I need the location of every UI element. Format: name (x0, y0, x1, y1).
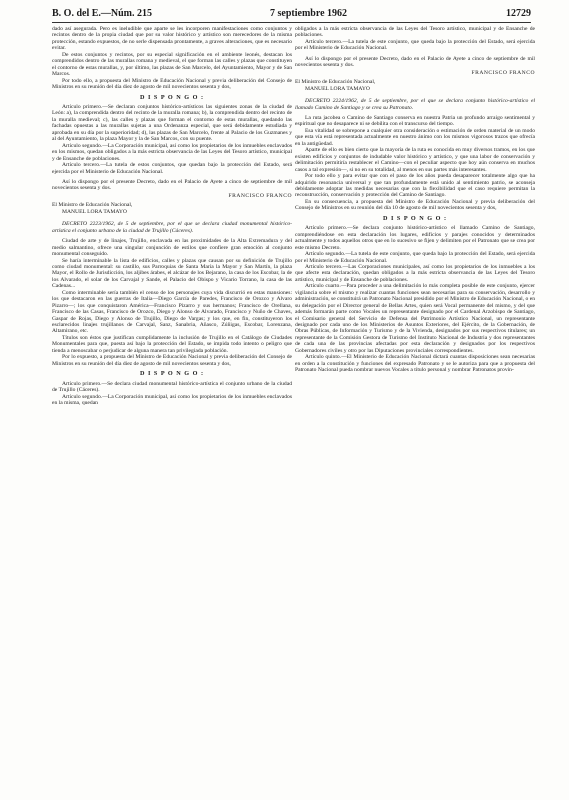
dispongo-heading: D I S P O N G O : (139, 93, 205, 101)
paragraph: Títulos son éstos que justifican cumplidamente la inclusión de Trujillo en el Catálogo de Ciudades Monumentales para que, puesta así bajo la protección del Estado, se impida todo intento o peligro que tienda a menoscabar o perjudicar de alguna manera tan privilegiada población. (52, 334, 292, 354)
paragraph: obligados a la más estricta observancia de las Leyes del Tesoro artístico, municipal y de Ensanche de poblaciones. (295, 26, 535, 39)
decree-title: DECRETO 2224/1962, de 5 de septiembre, por el que se declara conjunto histórico-artístico el llamado Camino de Santiago y se crea su Patronato. (295, 98, 535, 111)
paragraph: De estos conjuntos y recintos, por su especial significación en el ambiente leonés, destacan los comprendidos dentro de las murallas romana y medieval, el que forman las calles y plazas que constituyen el contorno de estas murallas, y, por último, las plazas de San Marcelo, del Ayuntamiento, Mayor y de San Marcos. (52, 51, 292, 78)
page-number: 12729 (506, 8, 531, 19)
signature-franco: FRANCISCO FRANCO (471, 69, 535, 76)
article: Artículo tercero.—La tutela de estos conjuntos, que quedan bajo la protección del Estado, será ejercida por el Ministerio de Educación Nacional. (52, 162, 292, 175)
paragraph: Como interminable sería también el censo de los personajes cuya vida discurrió en estas mansiones: los que destacaron en las guerras de Italia—Diego García de Paredes, Francisco de Orozco y Alvaro Pizarro—; los que conquistaron América—Francisco Pizarro y sus hermanos; Francisco de Orellana, Francisco de las Casas, Francisco de Orozco, Diego y Alonso de Alvarado, Francisco y Nuño de Chaves, Gaspar de Rojas, Diego y Alonso de Trujillo, Diego de Vargas; y los que, en fin, constituyeron los esclarecidos linajes trujillanos de Carvajal, Sanz, Sanabria, Añasco, Zúñigas, Escobar, Lorenzana, Altamirano, etc. (52, 289, 292, 335)
article: Artículo tercero.—La tutela de este conjunto, que queda bajo la protección del Estado, será ejercida por el Ministerio de Educación Nacional. (295, 38, 535, 52)
article: Artículo quinto.—El Ministerio de Educación Nacional dictará cuantas disposiciones sean necesarias en orden a la constitución y funciones del expresado Patronato y se le autoriza para que a propuesta del Patronato Nacional pueda nombrar nuevos Vocales a título personal y nombrar Patronatos provin- (295, 354, 535, 374)
article: Artículo segundo.—La Corporación municipal, así como los propietarios de los inmuebles enclavados en los mismos, quedan obligados a la más estricta observancia de las Leyes del Tesoro artístico, municipal y de Ensanche de poblaciones. (52, 142, 292, 162)
paragraph: Esa vitalidad se sobrepone a cualquier otra consideración o estimación de orden material de un modo que esta vía está representada actualmente en nuestro ánimo con los mismos vigorosos trazos que ofrecía en la antigüedad. (295, 127, 535, 147)
dispongo-heading: D I S P O N G O : (382, 214, 448, 222)
minister-name: MANUEL LORA TAMAYO (62, 208, 127, 215)
paragraph: En su consecuencia, a propuesta del Ministro de Educación Nacional y previa deliberación del Consejo de Ministros en su reunión del día 10 de agosto de mil novecientos sesenta y dos, (295, 198, 535, 212)
signature-franco: FRANCISCO FRANCO (228, 192, 292, 199)
article: Artículo segundo.—La Corporación municipal, así como los propietarios de los inmuebles enclavados en la misma, quedan (52, 393, 292, 407)
minister-title: El Ministro de Educación Nacional, (52, 202, 133, 209)
left-column (52, 26, 292, 796)
article: Artículo primero.—Se declara ciudad monumental histórico-artística el conjunto urbano de la ciudad de Trujillo (Cáceres). (52, 380, 292, 394)
paragraph: Por todo ello y para evitar que con el paso de los años pueda desaparecer totalmente algo que ha adquirido resonancia universal y que tan profundamente está unido al sentimiento patrio, se aconseja debidamente adoptar las medidas necesarias que con la flexibilidad que el caso requiere permitan la reconstrucción, conservación y protección del Camino de Santiago. (295, 173, 535, 199)
gazette-issue: B. O. del E.—Núm. 215 (52, 8, 153, 19)
minister-title: El Ministro de Educación Nacional, (295, 79, 376, 86)
header-rule (52, 22, 531, 23)
dispongo-heading: D I S P O N G O : (139, 370, 205, 378)
paragraph: Ciudad de arte y de linajes, Trujillo, enclavada en las proximidades de la Alta Extremadura y del medio salmantino, ofrece una singular conjunción de estilos que confiere gran emoción al conjunto monumental conseguido. (52, 238, 292, 258)
decree-title: DECRETO 2223/1962, de 5 de septiembre, por el que se declara ciudad monumental histórico-artística el conjunto urbano de la ciudad de Trujillo (Cáceres). (52, 221, 292, 234)
paragraph: Aparte de ello es bien cierto que la mayoría de la ruta es conocida en muy diversos tramos, en los que existen edificios y conjuntos de indudable valor histórico y artístico, y que una labor de conservación y delimitación permitiría restablecer el Camino—con el peculiar aspecto que hoy aún conserva en muchos casos a tal expresión—, si no en su totalidad, al menos en sus partes más interesantes. (295, 147, 535, 173)
article: Artículo segundo.—La tutela de este conjunto, que queda bajo la protección del Estado, será ejercida por el Ministerio de Educación Nacional. (295, 251, 535, 264)
article: Artículo primero.—Se declaran conjuntos histórico-artísticos las siguientes zonas de la ciudad de León: a), la comprendida dentro del recinto de la muralla romana; b), la comprendida dentro del recinto de la muralla medieval; c), las calles y plazas que forman el contorno de estas murallas, quedando las fachadas opuestas a las murallas sujetas a una Ordenanza especial, que será debidamente estudiada y aprobada en su día por la superioridad; d), las plazas de San Marcelo, frente al Palacio de los Guzmanes y al del Ayuntamiento, la plaza Mayor y la de San Marcos, con su puente. (52, 103, 292, 143)
paragraph: Por todo ello, a propuesta del Ministro de Educación Nacional y previa deliberación del Consejo de Ministros en su reunión del día diez de agosto de mil novecientos sesenta y dos, (52, 77, 292, 91)
closing-paragraph: Así lo dispongo por el presente Decreto, dado en el Palacio de Ayete a cinco de septiembre de mil novecientos sesenta y dos. (52, 178, 292, 192)
article: Artículo primero.—Se declara conjunto histórico-artístico el llamado Camino de Santiago, comprendiéndose en esta declaración los lugares, edificios y parajes conocidos y determinados actualmente y todos aquellos otros que en lo sucesivo se fijen y delimiten por el Patronato que se crea por este mismo Decreto. (295, 225, 535, 251)
page-header (52, 8, 531, 22)
paragraph: Se haría interminable la lista de edificios, calles y plazas que causan por su definición de Trujillo como ciudad monumental: su castillo, sus Parroquias de Santa María la Mayor y San Martín, la plaza Mayor, el Rollo de Jurisdicción, los aljibes árabes, el alcázar de los Bejarano, la casa de los Escobar, la de los Alvarado, el solar de los Carvajal y Sande, el Palacio del Obispo y Vicario Torrano, la casa de las Cadenas... (52, 257, 292, 290)
article: Artículo cuarto.—Para proceder a una delimitación lo más completa posible de este conjunto, ejercer vigilancia sobre el mismo y realizar cuantas funciones sean necesarias para su conservación, desarrollo y administración, se constituirá un Patronato Nacional presidido por el Ministro de Educación Nacional, o en su delegación por el Director general de Bellas Artes, quien será Vocal permanente del mismo, y del que además formarán parte como Vocales un representante designado por el Cardenal Arzobispo de Santiago, el Comisario general del Servicio de Defensa del Patrimonio Artístico Nacional, un representante designado por cada uno de los Ministerios de Asuntos Exteriores, del Ejército, de la Gobernación, de Obras Públicas, de Información y Turismo y de la Vivienda, designados por sus respectivos titulares; un representante de la Comisión Gestora de Turismo del Instituto Nacional de Industria y dos representantes de cada una de las provincias afectadas por esta declaración y designados por los respectivos Gobernadores civiles y otro por las Diputaciones provinciales correspondientes. (295, 283, 535, 354)
issue-date: 7 septiembre 1962 (270, 8, 348, 19)
closing-paragraph: Así lo dispongo por el presente Decreto, dado en el Palacio de Ayete a cinco de septiembre de mil novecientos sesenta y dos. (295, 55, 535, 69)
paragraph: La ruta jacobea o Camino de Santiago conserva en nuestra Patria un profundo arraigo sentimental y espiritual que no desaparece ni se debilita con el transcurso del tiempo. (295, 114, 535, 128)
minister-name: MANUEL LORA TAMAYO (305, 85, 370, 92)
paragraph: Por lo expuesto, a propuesta del Ministro de Educación Nacional y previa deliberación del Consejo de Ministros en su reunión del día diez de agosto de mil novecientos sesenta y dos, (52, 354, 292, 367)
article: Artículo tercero.—Las Corporaciones municipales, así como los propietarios de los inmuebles a los que afecte esta declaración, quedan obligados a la más estricta observancia de las Leyes del Tesoro artístico, municipal y de Ensanche de poblaciones. (295, 263, 535, 283)
paragraph: dado así asegurada. Pero es ineludible que aparte se les incorporen manifestaciones como conjuntos y recintos dentro de la propia ciudad que por su valor histórico y artístico son merecedores de la misma protección, estando expuestos, de no serle dispensada prontamente, a graves alteraciones, que es necesario evitar. (52, 26, 292, 52)
right-column (295, 26, 535, 796)
